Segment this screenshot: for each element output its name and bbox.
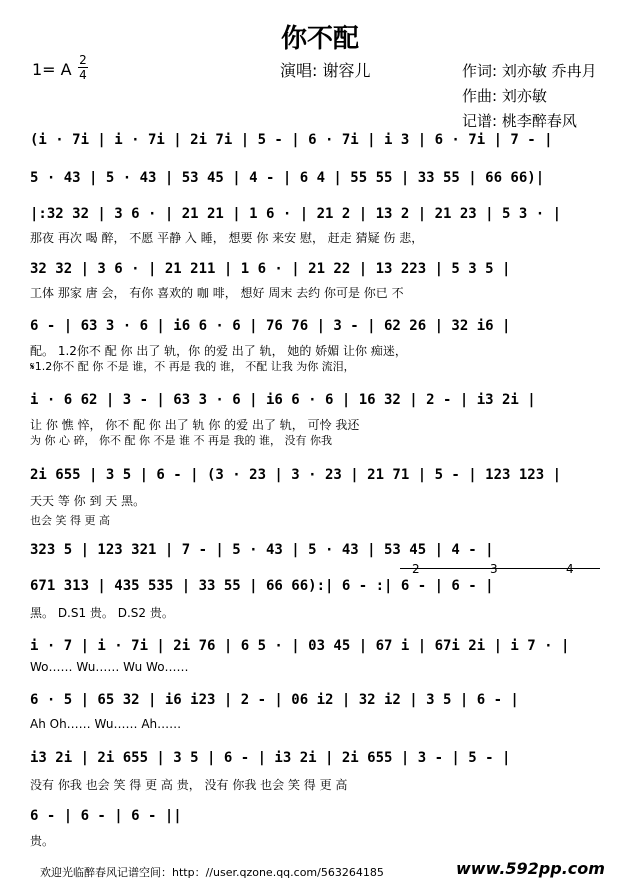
ending-2: 2 <box>412 562 420 576</box>
composer-credit: 作曲: 刘亦敏 <box>462 87 547 105</box>
lyric-line-6b: 为 你 心 碎， 你不 配 你 不是 谁 不 再是 我的 谁， 没有 你我 <box>30 434 332 447</box>
time-top: 2 <box>79 53 87 67</box>
lyric-line-5b: 𝄋1.2你不 配 你 不是 谁，不 再是 我的 谁， 不配 让我 为你 流泪， <box>30 360 355 373</box>
footer-text: 欢迎光临醉春风记谱空间：http：//user.qzone.qq.com/563264185 <box>40 866 384 879</box>
lyricist-credit: 作词: 刘亦敏 乔冉月 <box>462 62 597 80</box>
lyric-line-7b: 也会 笑 得 更 高 <box>30 514 110 527</box>
score-line-7: 2i 655 | 3 5 | 6 - | (3 · 23 | 3 · 23 | 21 71 | 5 - | 123 123 | <box>30 467 562 483</box>
page-title: 你不配 <box>280 24 359 54</box>
score-line-3: |:32 32 | 3 6 · | 21 21 | 1 6 · | 21 2 | 13 2 | 21 23 | 5 3 · | <box>30 206 562 222</box>
lyric-line-5: 配。 1.2你不 配 你 出了 轨，你 的爱 出了 轨， 她的 娇媚 让你 痴迷， <box>30 344 407 358</box>
ending-3: 3 <box>490 562 498 576</box>
score-line-8: 323 5 | 123 321 | 7 - | 5 · 43 | 5 · 43 | 53 45 | 4 - | <box>30 542 494 558</box>
lyric-line-13: 贵。 <box>30 834 55 848</box>
ending-4: 4 <box>566 562 574 576</box>
score-line-1: (i · 7i | i · 7i | 2i 7i | 5 - | 6 · 7i | i 3 | 6 · 7i | 7 - | <box>30 132 553 148</box>
lyric-line-7: 天天 等 你 到 天 黑。 <box>30 494 146 508</box>
lyric-line-10: Wo…… Wu…… Wu Wo…… <box>30 660 189 674</box>
score-line-10: i · 7 | i · 7i | 2i 76 | 6 5 · | 03 45 | 67 i | 67i 2i | i 7 · | <box>30 638 570 654</box>
singer-credit: 演唱: 谢容儿 <box>280 61 371 80</box>
lyric-line-9: 黑。 D.S1 贵。 D.S2 贵。 <box>30 606 174 620</box>
score-line-12: i3 2i | 2i 655 | 3 5 | 6 - | i3 2i | 2i 655 | 3 - | 5 - | <box>30 750 511 766</box>
time-bottom: 4 <box>79 68 87 82</box>
score-line-11: 6 · 5 | 65 32 | i6 i23 | 2 - | 06 i2 | 32 i2 | 3 5 | 6 - | <box>30 692 519 708</box>
score-line-9: 671 313 | 435 535 | 33 55 | 66 66):| 6 - :| 6 - | 6 - | <box>30 578 494 594</box>
score-line-5: 6 - | 63 3 · 6 | i6 6 · 6 | 76 76 | 3 - | 62 26 | 32 i6 | <box>30 318 511 334</box>
lyric-line-12: 没有 你我 也会 笑 得 更 高 贵， 没有 你我 也会 笑 得 更 高 <box>30 778 348 792</box>
score-line-4: 32 32 | 3 6 · | 21 211 | 1 6 · | 21 22 | 13 223 | 5 3 5 | <box>30 261 511 277</box>
score-line-6: i · 6 62 | 3 - | 63 3 · 6 | i6 6 · 6 | 16 32 | 2 - | i3 2i | <box>30 392 536 408</box>
lyric-line-4: 工体 那家 唐 会， 有你 喜欢的 咖 啡， 想好 周末 去约 你可是 你已 不 <box>30 286 404 300</box>
score-line-13: 6 - | 6 - | 6 - || <box>30 808 182 824</box>
lyric-line-6: 让 你 憔 悴， 你不 配 你 出了 轨 你 的爱 出了 轨， 可怜 我还 <box>30 418 360 432</box>
footer-site: www.592pp.com <box>456 859 605 878</box>
score-line-2: 5 · 43 | 5 · 43 | 53 45 | 4 - | 6 4 | 55 55 | 33 55 | 66 66)| <box>30 170 545 186</box>
lyric-line-11: Ah Oh…… Wu…… Ah…… <box>30 717 182 731</box>
time-signature <box>78 54 88 81</box>
key-signature: 1= A <box>32 60 72 79</box>
lyric-line-3: 那夜 再次 喝 醉， 不愿 平静 入 睡， 想要 你 来安 慰， 赶走 猜疑 伤 悲， <box>30 231 424 245</box>
transcriber-credit: 记谱: 桃李醉春风 <box>462 112 577 130</box>
volta-bracket <box>400 568 600 569</box>
